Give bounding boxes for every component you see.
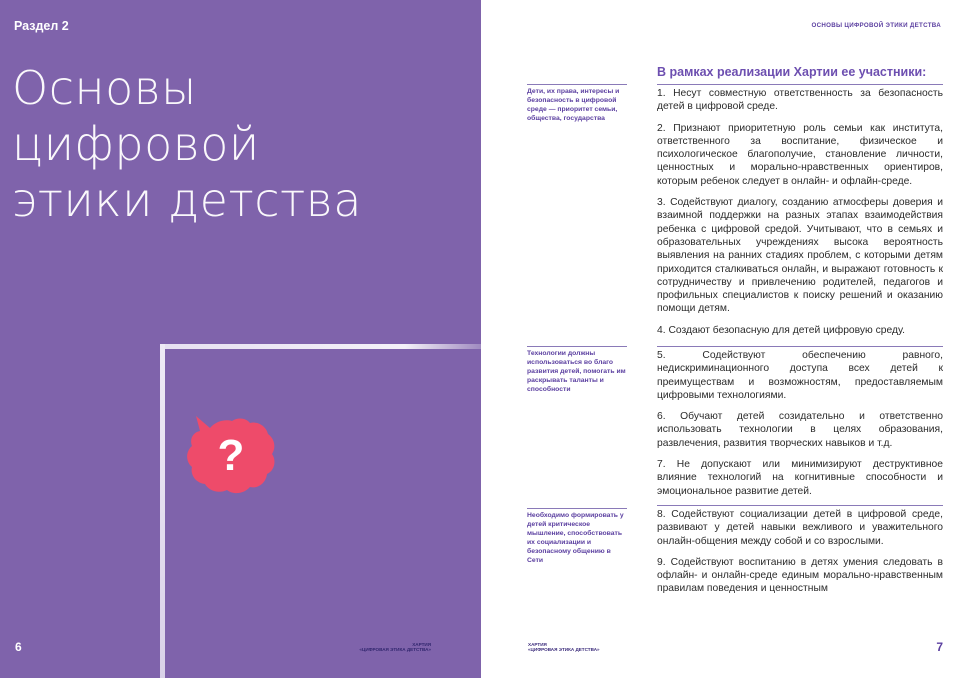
running-head: ОСНОВЫ ЦИФРОВОЙ ЭТИКИ ДЕТСТВА [811, 22, 941, 29]
list-item: 2. Признают приоритетную роль семьи как института, ответственного за воспитание, физическое и психологическое благополучие, становление личности, ценностных и морально-нравственных ориентиров, которым ребенок следует в онлайн- и офлайн-среде. [657, 122, 943, 187]
footer-left [359, 642, 431, 653]
list-item: 4. Создают безопасную для детей цифровую среду. [657, 324, 905, 336]
list-item: 5. Содействуют обеспечению равного, недискриминационного доступа всех детей к преимуществам и возможностям, предоставляемым цифровыми технологиями. [657, 350, 943, 401]
items-group-2 [657, 349, 943, 506]
footer-left-line-1: ХАРТИЯ [412, 641, 431, 647]
list-item: 3. Содействуют диалогу, созданию атмосферы доверия и взаимной поддержки на разных этапах взаимодействия ребенка с цифровой средой. Учитывают, что в семьях и образовательных учреждениях высока вероятность выявления на ранних стадиях проблем, с которыми детям приходится сталкиваться онлайн, и выражают готовность к сотрудничеству и привлечению родителей, педагогов и профильных специалистов к поиску решений и оказанию помощи детям. [657, 197, 943, 315]
list-item: 6. Обучают детей созидательно и ответственно использовать технологии в целях образования, развлечения, развития творческих навыков и т.д. [657, 411, 943, 449]
footer-right-line-1: ХАРТИЯ [528, 641, 547, 647]
page-title [12, 60, 362, 228]
divider-rule-1 [657, 84, 943, 85]
divider-rule-3 [657, 505, 943, 506]
items-group-3 [657, 508, 943, 604]
right-page [481, 0, 955, 678]
divider-rule-2 [657, 346, 943, 347]
side-note-3: Необходимо формировать у детей критическое мышление, способствовать их социализации и безопасному общению в Сети [527, 508, 627, 565]
footer-left-line-2: «ЦИФРОВАЯ ЭТИКА ДЕТСТВА» [359, 647, 431, 653]
page-number-left: 6 [15, 640, 22, 654]
content-heading: В рамках реализации Хартии ее участники: [657, 65, 927, 79]
decorative-frame-top [160, 344, 481, 349]
footer-right [528, 642, 600, 653]
list-item: 9. Содействуют воспитанию в детях умения следовать в офлайн- и онлайн-среде единым морально-нравственным правилам поведения и ценностным [657, 556, 943, 595]
question-mark-glyph: ? [217, 431, 245, 480]
side-note-1: Дети, их права, интересы и безопасность в цифровой среде — приоритет семьи, общества, государства [527, 84, 627, 123]
page-number-right: 7 [936, 640, 943, 654]
list-item: 8. Содействуют социализации детей в цифровой среде, развивают у детей навыки вежливого и уважительного онлайн-общения между собой и со взрослыми. [657, 509, 943, 547]
decorative-frame-left [160, 344, 165, 678]
side-note-2: Технологии должны использоваться во благо развития детей, помогать им раскрывать таланты и способности [527, 346, 627, 394]
title-line-1: Основы [12, 61, 197, 115]
list-item: 7. Не допускают или минимизируют деструктивное влияние технологий на когнитивные способности и эмоциональное развитие детей. [657, 459, 943, 497]
question-speech-bubble-icon [184, 410, 280, 500]
section-label: Раздел 2 [14, 19, 69, 33]
title-line-3: этики детства [12, 173, 362, 227]
footer-right-line-2: «ЦИФРОВАЯ ЭТИКА ДЕТСТВА» [528, 647, 600, 653]
items-group-1 [657, 87, 943, 345]
list-item: 1. Несут совместную ответственность за безопасность детей в цифровой среде. [657, 88, 943, 113]
title-line-2: цифровой [12, 117, 260, 171]
